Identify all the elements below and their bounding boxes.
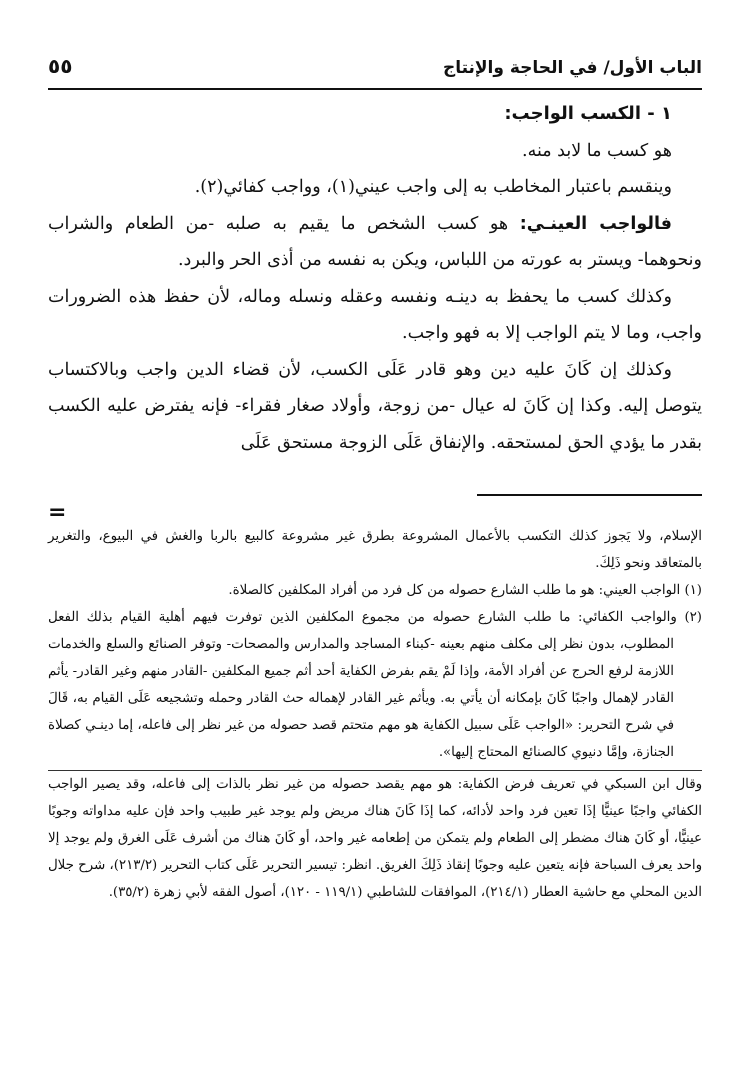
term-definition: هو كسب الشخص ما يقيم به صلبه -من الطعام والشراب ونحوهما- ويستر به عورته من اللباس، ويكن به نفسه من أذى الحر والبرد. xyxy=(48,213,702,270)
continuation-mark: = xyxy=(48,500,67,525)
term-label: فالواجب العينـي: xyxy=(519,213,672,234)
paragraph: وكذلك إن كَانَ عليه دين وهو قادر عَلَى الكسب، لأن قضاء الدين واجب وبالاكتساب يتوصل إليه. وكذا إن كَانَ له عيال -من زوجة، وأولاد صغار فقراء- فإنه يفترض عليه الكسب بقدر ما يؤدي الحق لمستحقه. والإنفاق عَلَى الزوجة مستحق عَلَى xyxy=(48,359,702,453)
paragraph: هو كسب ما لابد منه. xyxy=(522,140,672,161)
running-header xyxy=(48,48,702,90)
main-text xyxy=(48,96,702,461)
footnote-1: (١) الواجب العيني: هو ما طلب الشارع حصوله من كل فرد من أفراد المكلفين كالصلاة. xyxy=(228,583,702,598)
chapter-title: الباب الأول/ في الحاجة والإنتاج xyxy=(442,58,702,78)
section-heading: ١ - الكسب الواجب: xyxy=(504,103,672,124)
footnote-2: (٢) والواجب الكفائي: ما طلب الشارع حصوله من مجموع المكلفين الذين توفرت فيهم أهلية القيام بذلك الفعل المطلوب، بدون نظر إلى مكلف منهم بعينه -كبناء المساجد والمدارس والمصحات- وتوفر الصنائع والسلع والخدمات اللازمة لرفع الحرج عن أفراد الأمة، وإذا لَمْ يقم بفرض الكفاية أحد أثم جميع المكلفين -القادر منهم وغير القادر- يأثم القادر لإهمال واجبًا كَانَ بإمكانه أن يأتي به. ويأثم غير القادر لإهماله حث القادر وحمله وتشجيعه عَلَى القيام به، قَالَ في شرح التحرير: «الواجب عَلَى سبيل الكفاية هو مهم متحتم قصد حصوله من غير نظر إلى فاعله، إما دينـي كصلاة الجنازة، وإمَّا دنيوي كالصنائع المحتاج إليها». xyxy=(48,610,702,760)
paragraph xyxy=(48,206,702,279)
footnote-continuation: الإسلام، ولا يَجوز كذلك التكسب بالأعمال المشروعة بطرق غير مشروعة كالبيع بالربا والغش في البيوع، والتغرير بالمتعاقد ونحو ذَلِكَ. xyxy=(48,529,702,571)
paragraph: وكذلك كسب ما يحفظ به دينـه ونفسه وعقله ونسله وماله، لأن حفظ هذه الضرورات واجب، وما لا يتم الواجب إلا به فهو واجب. xyxy=(48,286,702,343)
page-number: ٥٥ xyxy=(48,54,73,78)
footnotes xyxy=(48,523,702,906)
footnote-2-continued: وقال ابن السبكي في تعريف فرض الكفاية: هو مهم يقصد حصوله من غير نظر بالذات إلى فاعله، وقد يصير الواجب الكفائي واجبًا عينيًّا إذَا تعين فرد واحد لأدائه، كما إذَا كَانَ هناك مريض ولم يوجد غير طبيب واحد فإن عليه مداواته وجوبًا عينيًّا، أو كَانَ هناك مضطر إلى الطعام ولم يتمكن من إطعامه غير واحد، أو كَانَ هناك من أشرف عَلَى الغرق ولم يوجد إلا واحد يعرف السباحة فإنه يتعين عليه وجوبًا إنقاذ ذَلِكَ الغريق. انظر: تيسير التحرير عَلَى كتاب التحرير (٢١٣/٢)، شرح جلال الدين المحلي مع حاشية العطار (٢١٤/١)، الموافقات للشاطبي (١١٩/١ - ١٢٠)، أصول الفقه لأبي زهرة (٣٥/٢). xyxy=(48,777,703,900)
paragraph: وينقسم باعتبار المخاطب به إلى واجب عيني(١)، وواجب كفائي(٢). xyxy=(194,177,672,197)
footnote-divider xyxy=(477,494,702,496)
